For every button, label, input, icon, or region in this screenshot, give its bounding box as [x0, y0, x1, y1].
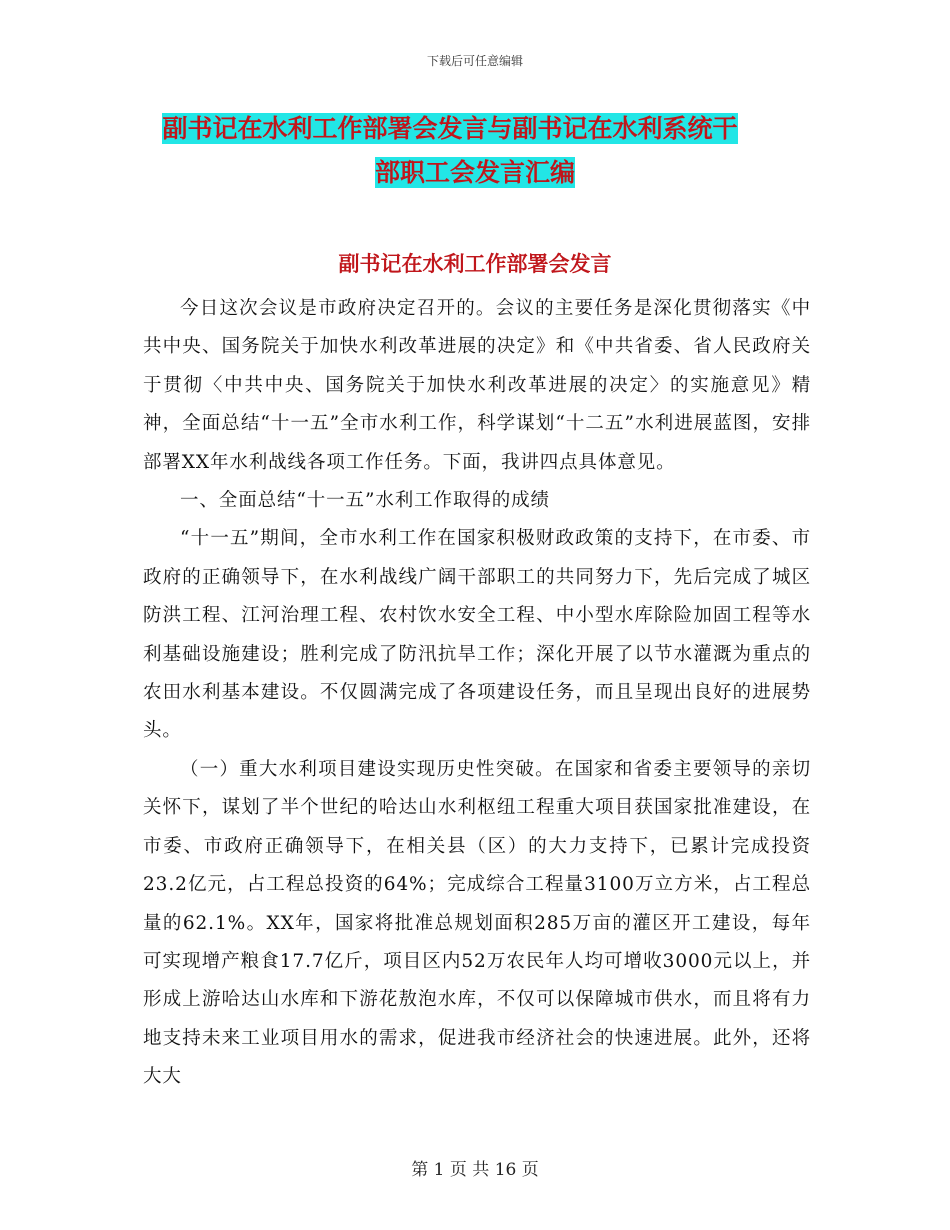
document-title-line-2 — [0, 156, 950, 190]
paragraph: 今日这次会议是市政府决定召开的。会议的主要任务是深化贯彻落实《中共中央、国务院关于加快水利改革进展的决定》和《中共省委、省人民政府关于贯彻〈中共中央、国务院关于加快水利改革进展的决定〉的实施意见》精神，全面总结“十一五”全市水利工作，科学谋划“十二五”水利进展蓝图，安排部署XX年水利战线各项工作任务。下面，我讲四点具体意见。 — [143, 298, 811, 473]
paragraph: （一）重大水利项目建设实现历史性突破。在国家和省委主要领导的亲切关怀下，谋划了半个世纪的哈达山水利枢纽工程重大项目获国家批准建设，在市委、市政府正确领导下，在相关县（区）的大力支持下，已累计完成投资23.2亿元，占工程总投资的64%；完成综合工程量3100万立方米，占工程总量的62.1%。XX年，国家将批准总规划面积285万亩的灌区开工建设，每年可实现增产粮食17.7亿斤，项目区内52万农民年人均可增收3000元以上，并形成上游哈达山水库和下游花敖泡水库，不仅可以保障城市供水，而且将有力地支持未来工业项目用水的需求，促进我市经济社会的快速进展。此外，还将大大 — [143, 758, 811, 1088]
body-text — [143, 290, 811, 1097]
paragraph-heading: 一、全面总结“十一五”水利工作取得的成绩 — [180, 490, 550, 512]
document-title-line-1 — [95, 112, 805, 146]
page-footer: 第 1 页 共 16 页 — [411, 1160, 539, 1180]
document-title-line-2-text: 部职工会发言汇编 — [374, 158, 575, 187]
section-title: 副书记在水利工作部署会发言 — [338, 252, 612, 276]
document-title-line-1-text: 副书记在水利工作部署会发言与副书记在水利系统干 — [162, 114, 738, 143]
paragraph: “十一五”期间，全市水利工作在国家积极财政政策的支持下，在市委、市政府的正确领导下，在水利战线广阔干部职工的共同努力下，先后完成了城区防洪工程、江河治理工程、农村饮水安全工程、中小型水库除险加固工程等水利基础设施建设；胜利完成了防汛抗旱工作；深化开展了以节水灌溉为重点的农田水利基本建设。不仅圆满完成了各项建设任务，而且呈现出良好的进展势头。 — [143, 528, 811, 742]
header-note: 下载后可任意编辑 — [426, 54, 523, 68]
